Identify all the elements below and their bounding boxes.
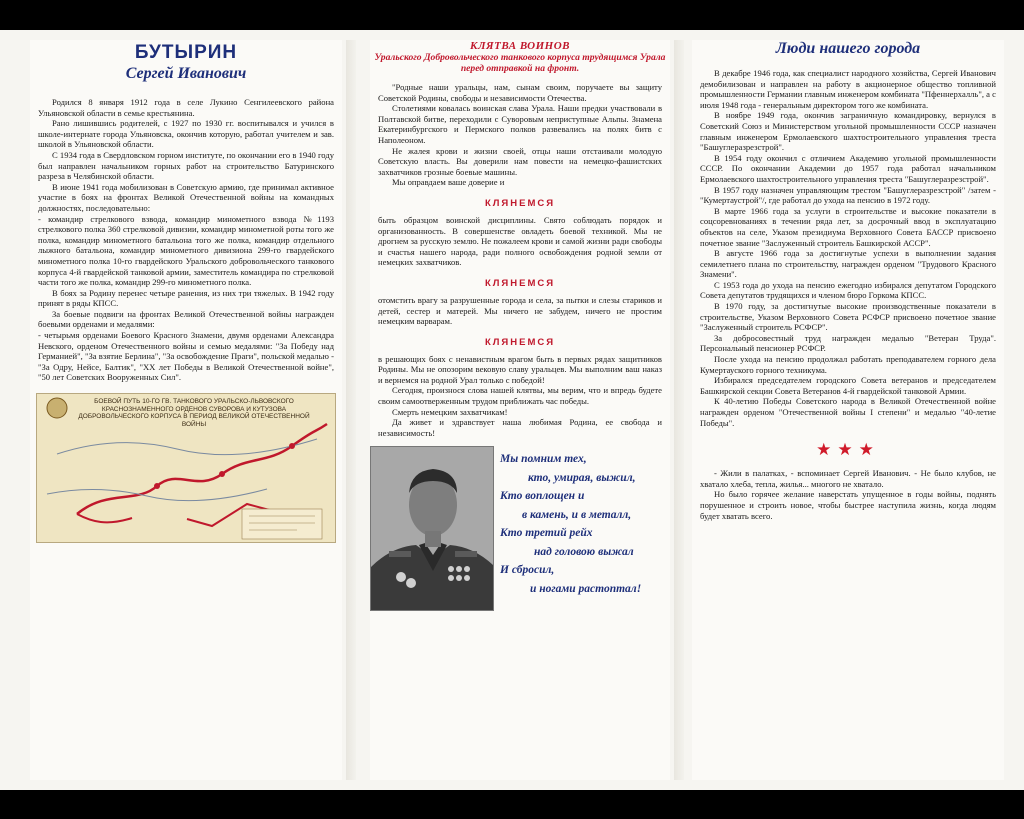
career-paragraph: В 1970 году, за достигнутые высокие производственные показатели в строительстве, Указом Верховного Совета РСФСР присвоено почетное звание "Заслуженный строитель РСФСР". xyxy=(700,301,996,333)
oath-intro-paragraph: Не жалея крови и жизни своей, отцы наши отстаивали молодую Советскую власть. Вы доверили нам повести на немецко-фашистских захватчиков грозные боевые машины. xyxy=(378,145,662,177)
career-paragraph: В 1954 году окончил с отличием Академию угольной промышленности СССР. По окончании Академии до 1957 года работал начальником Ермолаевского шахтостроительного управления треста "Башуглеразрезстрой". xyxy=(700,152,996,184)
career-paragraph: В 1957 году назначен управляющим трестом "Башуглеразрезстрой" /затем - "Кумертаустрой"/, где работал до ухода на пенсию в 1972 году. xyxy=(700,184,996,206)
poem-line: кто, умирая, выжил, xyxy=(528,471,636,484)
poem-line: и ногами растоптал! xyxy=(530,582,642,595)
oath-closing: Да живет и здравствует наша любимая Родина, ее свобода и независимость! xyxy=(378,417,662,438)
oath-paragraph: быть образцом воинской дисциплины. Свято соблюдать порядок и организованность. В совершенстве овладеть боевой техникой. Мы не дрогнем за русскую землю. Не пожалеем крови и самой жизни ради свободы и счастья нашего народа, ради полного освобождения родной земли от немецких захватчиков. xyxy=(378,214,662,268)
oath-word: КЛЯНЕМСЯ xyxy=(484,277,556,289)
poem-line: Кто воплощен и xyxy=(500,490,585,503)
oath-subtitle: Уральского Добровольческого танкового корпуса трудящимся Урала перед отправкой на фронт. xyxy=(374,52,666,74)
bio-paragraph: С 1934 года в Свердловском горном институте, по окончании его в 1940 году был направлен начальником горных работ на строительство Батуринского разреза в Челябинской области. xyxy=(38,149,334,182)
name-subheading: Сергей Иванович xyxy=(125,65,247,82)
career-paragraph: Избирался председателем городского Совета ветеранов и председателем Башкирской секции Совета Ветеранов 4-й гвардейской танковой Армии. xyxy=(700,375,996,396)
oath-word: КЛЯНЕМСЯ xyxy=(484,197,556,209)
surname-heading: БУТЫРИН xyxy=(134,42,238,63)
career-paragraph: После ухода на пенсию продолжал работать преподавателем горного дела Кумертауского горного техникума. xyxy=(700,354,996,375)
career-paragraph: В ноябре 1949 года, окончив заграничную командировку, вернулся в Советский Союз и Министерством угольной промышленности СССР назначен главным инженером Ермолаевского шахтостроительного управления треста "Башуглеразрезстрой". xyxy=(700,110,996,153)
career-paragraph: В августе 1966 года за достигнутые успехи в выполнении задания семилетнего плана по строительству, награжден орденом "Трудового Красного Знамени". xyxy=(700,248,996,280)
bio-paragraph: - четырьмя орденами Боевого Красного Знамени, двумя орденами Александра Невского, орденом Отечественного войны и семью медалями: "За Победу над Германией", "За взятие Берлина", "За освобождение Праги", польской медалью - "За Одру, Нейсе, Балтик", "XX лет Победы в Великой Отечественной войне", "50 лет Советских Вооруженных Сил". xyxy=(38,330,334,383)
oath-intro-paragraph: "Родные наши уральцы, нам, сынам своим, поручаете вы защиту Советской Родины, свободы и независимости Отечества. xyxy=(378,82,662,103)
oath-intro-paragraph: Столетиями ковалась воинская слава Урала. Наши предки участвовали в Полтавской битве, переходили с Суворовым неприступные Альпы. Знамена Екатеринбургского и Пермского полков развевались на полях битв с Наполеоном. xyxy=(378,103,662,145)
career-paragraph: В марте 1966 года за услуги в строительстве и высокие показатели в соцсоревнованиях в течении ряда лет, за досрочный ввод в эксплуатацию объектов на селе, Указом президиума Верховного Совета БАССР присвоено почетное звание "Заслуженный строитель Башкирской АССР". xyxy=(700,205,996,248)
battle-route-map xyxy=(36,393,336,543)
bio-paragraph: Рано лишившись родителей, с 1927 по 1930 гг. воспитывался и учился в школе-интернате города Ульяновска, окончив которую, работал учителем и зав. школой в Ульяновской области. xyxy=(38,118,334,150)
bio-paragraph: - командир стрелкового взвода, командир минометного взвода №1193 стрелкового полка 360 стрелковой дивизии, командир минометной роты того же полка, командир минометного батальона того же полка, командир отдельного лыжного батальона, командир минометного дивизиона 299-го гвардейского минометного полка 10-го гвардейского Уральского добровольческого танкового корпуса 4-й гвардейской танковой армии, заместитель командира по стрелковой части того же полка, командир 299-го минометного полка. xyxy=(38,213,334,288)
oath-paragraph: отомстить врагу за разрушенные города и села, за пытки и слезы стариков и детей, сестер и матерей. Мы ничего не забудем, ничего не простим немецким варварам. xyxy=(378,294,662,327)
oath-panel xyxy=(370,40,670,780)
career-paragraph: За добросовестный труд награжден медалью "Ветеран Труда". Персональный пенсионер РСФСР. xyxy=(700,332,996,354)
bio-paragraph: За боевые подвиги на фронтах Великой Отечественной войны награжден боевыми орденами и медалями: xyxy=(38,308,334,330)
quote-paragraph: - Жили в палатках, - вспоминает Сергей Иванович. - Не было клубов, не хватало хлеба, тепла, жилья... многого не хватало. xyxy=(700,468,996,489)
career-paragraph: С 1953 года до ухода на пенсию ежегодно избирался депутатом Городского Совета депутатов трудящихся и членом бюро Горкома КПСС. xyxy=(700,279,996,301)
brochure-sheet xyxy=(0,30,1024,790)
oath-closing: Сегодня, произнося слова нашей клятвы, мы верим, что и впредь будете своим самоотверженным трудом приближать час победы. xyxy=(378,385,662,407)
career-title: Люди нашего города xyxy=(775,40,921,57)
poem-line: в камень, и в металл, xyxy=(522,508,632,521)
oath-closing: Смерть немецким захватчикам! xyxy=(392,406,508,417)
poem-line: над головою выжал xyxy=(534,545,634,558)
career-paragraph: В декабре 1946 года, как специалист народного хозяйства, Сергей Иванович демобилизован и направлен на работу в акционерное общество топливной промышленности Германии главным инженером комбината "Пфеннерхалль", а с июля 1948 года - генеральным директором того же комбината. xyxy=(700,68,996,110)
poem-line: Кто третий рейх xyxy=(500,527,593,540)
career-panel xyxy=(692,40,1004,780)
oath-title: КЛЯТВА ВОИНОВ xyxy=(470,40,570,52)
oath-paragraph: в решающих боях с ненавистным врагом быть в первых рядах защитников Родины. Мы не опозорим вековую славу уральцев. Мы выполним ваш наказ и вернемся на родной Урал только с победой! xyxy=(378,353,662,385)
quote-paragraph: Но было горячее желание наверстать упущенное в годы войны, поднять порушенное и строить новое, чтобы быстрее наступила жизнь, когда людям будет хватать всего. xyxy=(700,489,996,521)
bio-paragraph: В боях за Родину перенес четыре ранения, из них три тяжелых. В 1942 году принят в ряды КПСС. xyxy=(38,287,334,309)
portrait-drawing xyxy=(371,447,494,611)
map-caption: БОЕВОЙ ПУТЬ 10-ГО ГВ. ТАНКОВОГО УРАЛЬСКО-ЛЬВОВСКОГО КРАСНОЗНАМЕННОГО ОРДЕНОВ СУВОРОВА И КУТУЗОВА ДОБРОВОЛЬЧЕСКОГО КОРПУСА В ПЕРИОД ВЕЛИКОЙ ОТЕЧЕСТВЕННОЙ ВОЙНЫ xyxy=(78,398,310,428)
bio-paragraph: Родился 8 января 1912 года в селе Лукино Сенгилеевского района Ульяновской области в семье крестьянина. xyxy=(38,97,334,118)
poem-line: Мы помним тех, xyxy=(500,453,587,466)
three-stars-icon: ★★★ xyxy=(816,440,880,460)
oath-word: КЛЯНЕМСЯ xyxy=(484,336,556,348)
portrait-photo xyxy=(370,446,494,611)
memorial-poem xyxy=(494,446,670,611)
oath-intro-paragraph: Мы оправдаем ваше доверие и xyxy=(392,177,505,188)
biography-panel xyxy=(30,40,342,780)
bio-paragraph: В июне 1941 года мобилизован в Советскую армию, где принимал активное участие в боях на фронтах Великой Отечественной войны на командных должностях, последовательно: xyxy=(38,181,334,213)
poem-line: И сбросил, xyxy=(500,564,555,577)
career-paragraph: К 40-летию Победы Советского народа в Великой Отечественной войне награжден орденом "Отечественной войны I степени" и медалью "40-летие Победы". xyxy=(700,396,996,428)
